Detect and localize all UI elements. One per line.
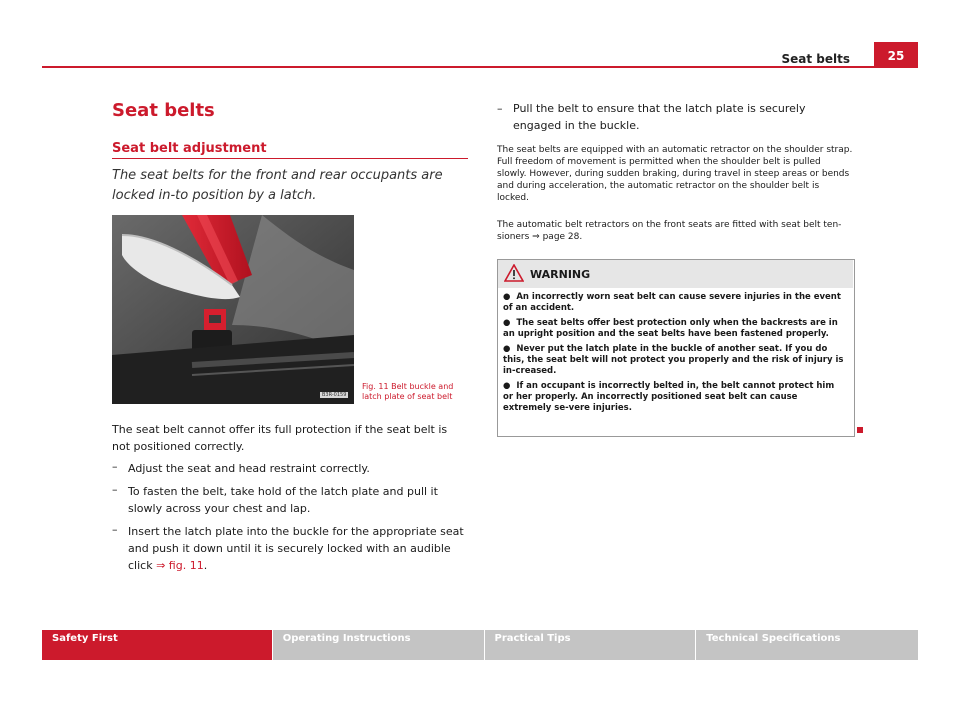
page-title: Seat belts [112, 100, 215, 121]
warning-title: WARNING [530, 268, 591, 281]
tab-safety-first[interactable]: Safety First [42, 630, 272, 660]
seat-belt-illustration [112, 215, 354, 404]
warning-item-text: The seat belts offer best protection only when the backrests are in an upright position and the seat belts have been fastened properly. [503, 318, 838, 339]
step-item [112, 460, 468, 477]
step-text: Insert the latch plate into the buckle for the appropriate seat and push it down until it is securely locked with an audible click [128, 525, 464, 572]
left-paragraph: The seat belt cannot offer its full protection if the seat belt is not positioned correctly. [112, 423, 448, 453]
figure-code: B3R-0159 [322, 392, 347, 398]
right-step [497, 100, 853, 134]
figure-reference-link[interactable]: ⇒ fig. 11 [156, 559, 204, 572]
seat-belt-figure [112, 215, 354, 404]
warning-item: ● The seat belts offer best protection only when the backrests are in an upright position and the seat belts have been fastened properly. [503, 318, 838, 339]
figure-caption: Fig. 11 Belt buckle and latch plate of seat belt [362, 382, 454, 401]
right-paragraph: The automatic belt retractors on the front seats are fitted with seat belt ten-sioners ⇒ page 28. [497, 220, 842, 242]
page-number: 25 [887, 49, 905, 63]
step-dash: – [112, 483, 118, 496]
tab-operating-instructions[interactable]: Operating Instructions [273, 630, 484, 660]
warning-item: ● Never put the latch plate in the buckle of another seat. If you do this, the seat belt will not protect you properly and the risk of injury is in-creased. [503, 344, 844, 376]
subtitle-rule [112, 158, 468, 159]
warning-item: ● If an occupant is incorrectly belted in, the belt cannot protect him or her properly. An incorrectly positioned seat belt can cause extremely se-vere injuries. [503, 381, 835, 413]
step-text: To fasten the belt, take hold of the latch plate and pull it slowly across your chest and lap. [128, 485, 438, 515]
step-text: Adjust the seat and head restraint correctly. [128, 462, 370, 475]
warning-item-text: Never put the latch plate in the buckle of another seat. If you do this, the seat belt will not protect you properly and the risk of injury is in-creased. [503, 344, 844, 376]
warning-triangle-icon [504, 264, 524, 286]
step-dash: – [112, 523, 118, 536]
left-steps [112, 460, 468, 574]
step-text-wrapper [128, 523, 468, 574]
warning-item-text: An incorrectly worn seat belt can cause severe injuries in the event of an accident. [503, 292, 841, 313]
running-header-title: Seat belts [781, 52, 850, 66]
warning-item-text: If an occupant is incorrectly belted in, the belt cannot protect him or her properly. An incorrectly positioned seat belt can cause extremely se-vere injuries. [503, 381, 835, 413]
warning-list [503, 292, 847, 418]
step-period: . [203, 559, 208, 572]
step-item [112, 483, 468, 517]
footer-section-tabs [42, 630, 918, 660]
end-of-section-marker [857, 427, 863, 433]
tab-practical-tips[interactable]: Practical Tips [485, 630, 696, 660]
warning-item: ● An incorrectly worn seat belt can cause severe injuries in the event of an accident. [503, 292, 841, 313]
step-dash: – [112, 460, 118, 473]
header-rule [42, 66, 918, 68]
step-text: Pull the belt to ensure that the latch plate is securely engaged in the buckle. [513, 102, 806, 132]
tab-technical-specifications[interactable]: Technical Specifications [696, 630, 918, 660]
intro-text: The seat belts for the front and rear occupants are locked in-to position by a latch. [112, 168, 443, 203]
step-item [112, 523, 468, 574]
step-dash: – [497, 102, 503, 115]
section-subtitle: Seat belt adjustment [112, 141, 267, 156]
right-paragraph: The seat belts are equipped with an automatic retractor on the shoulder strap. Full freedom of movement is permitted when the shoulder belt is pulled slowly. However, during sudden braking, during travel in steep areas or bends and during acceleration, the automatic retractor on the shoulder belt is locked. [497, 145, 853, 203]
